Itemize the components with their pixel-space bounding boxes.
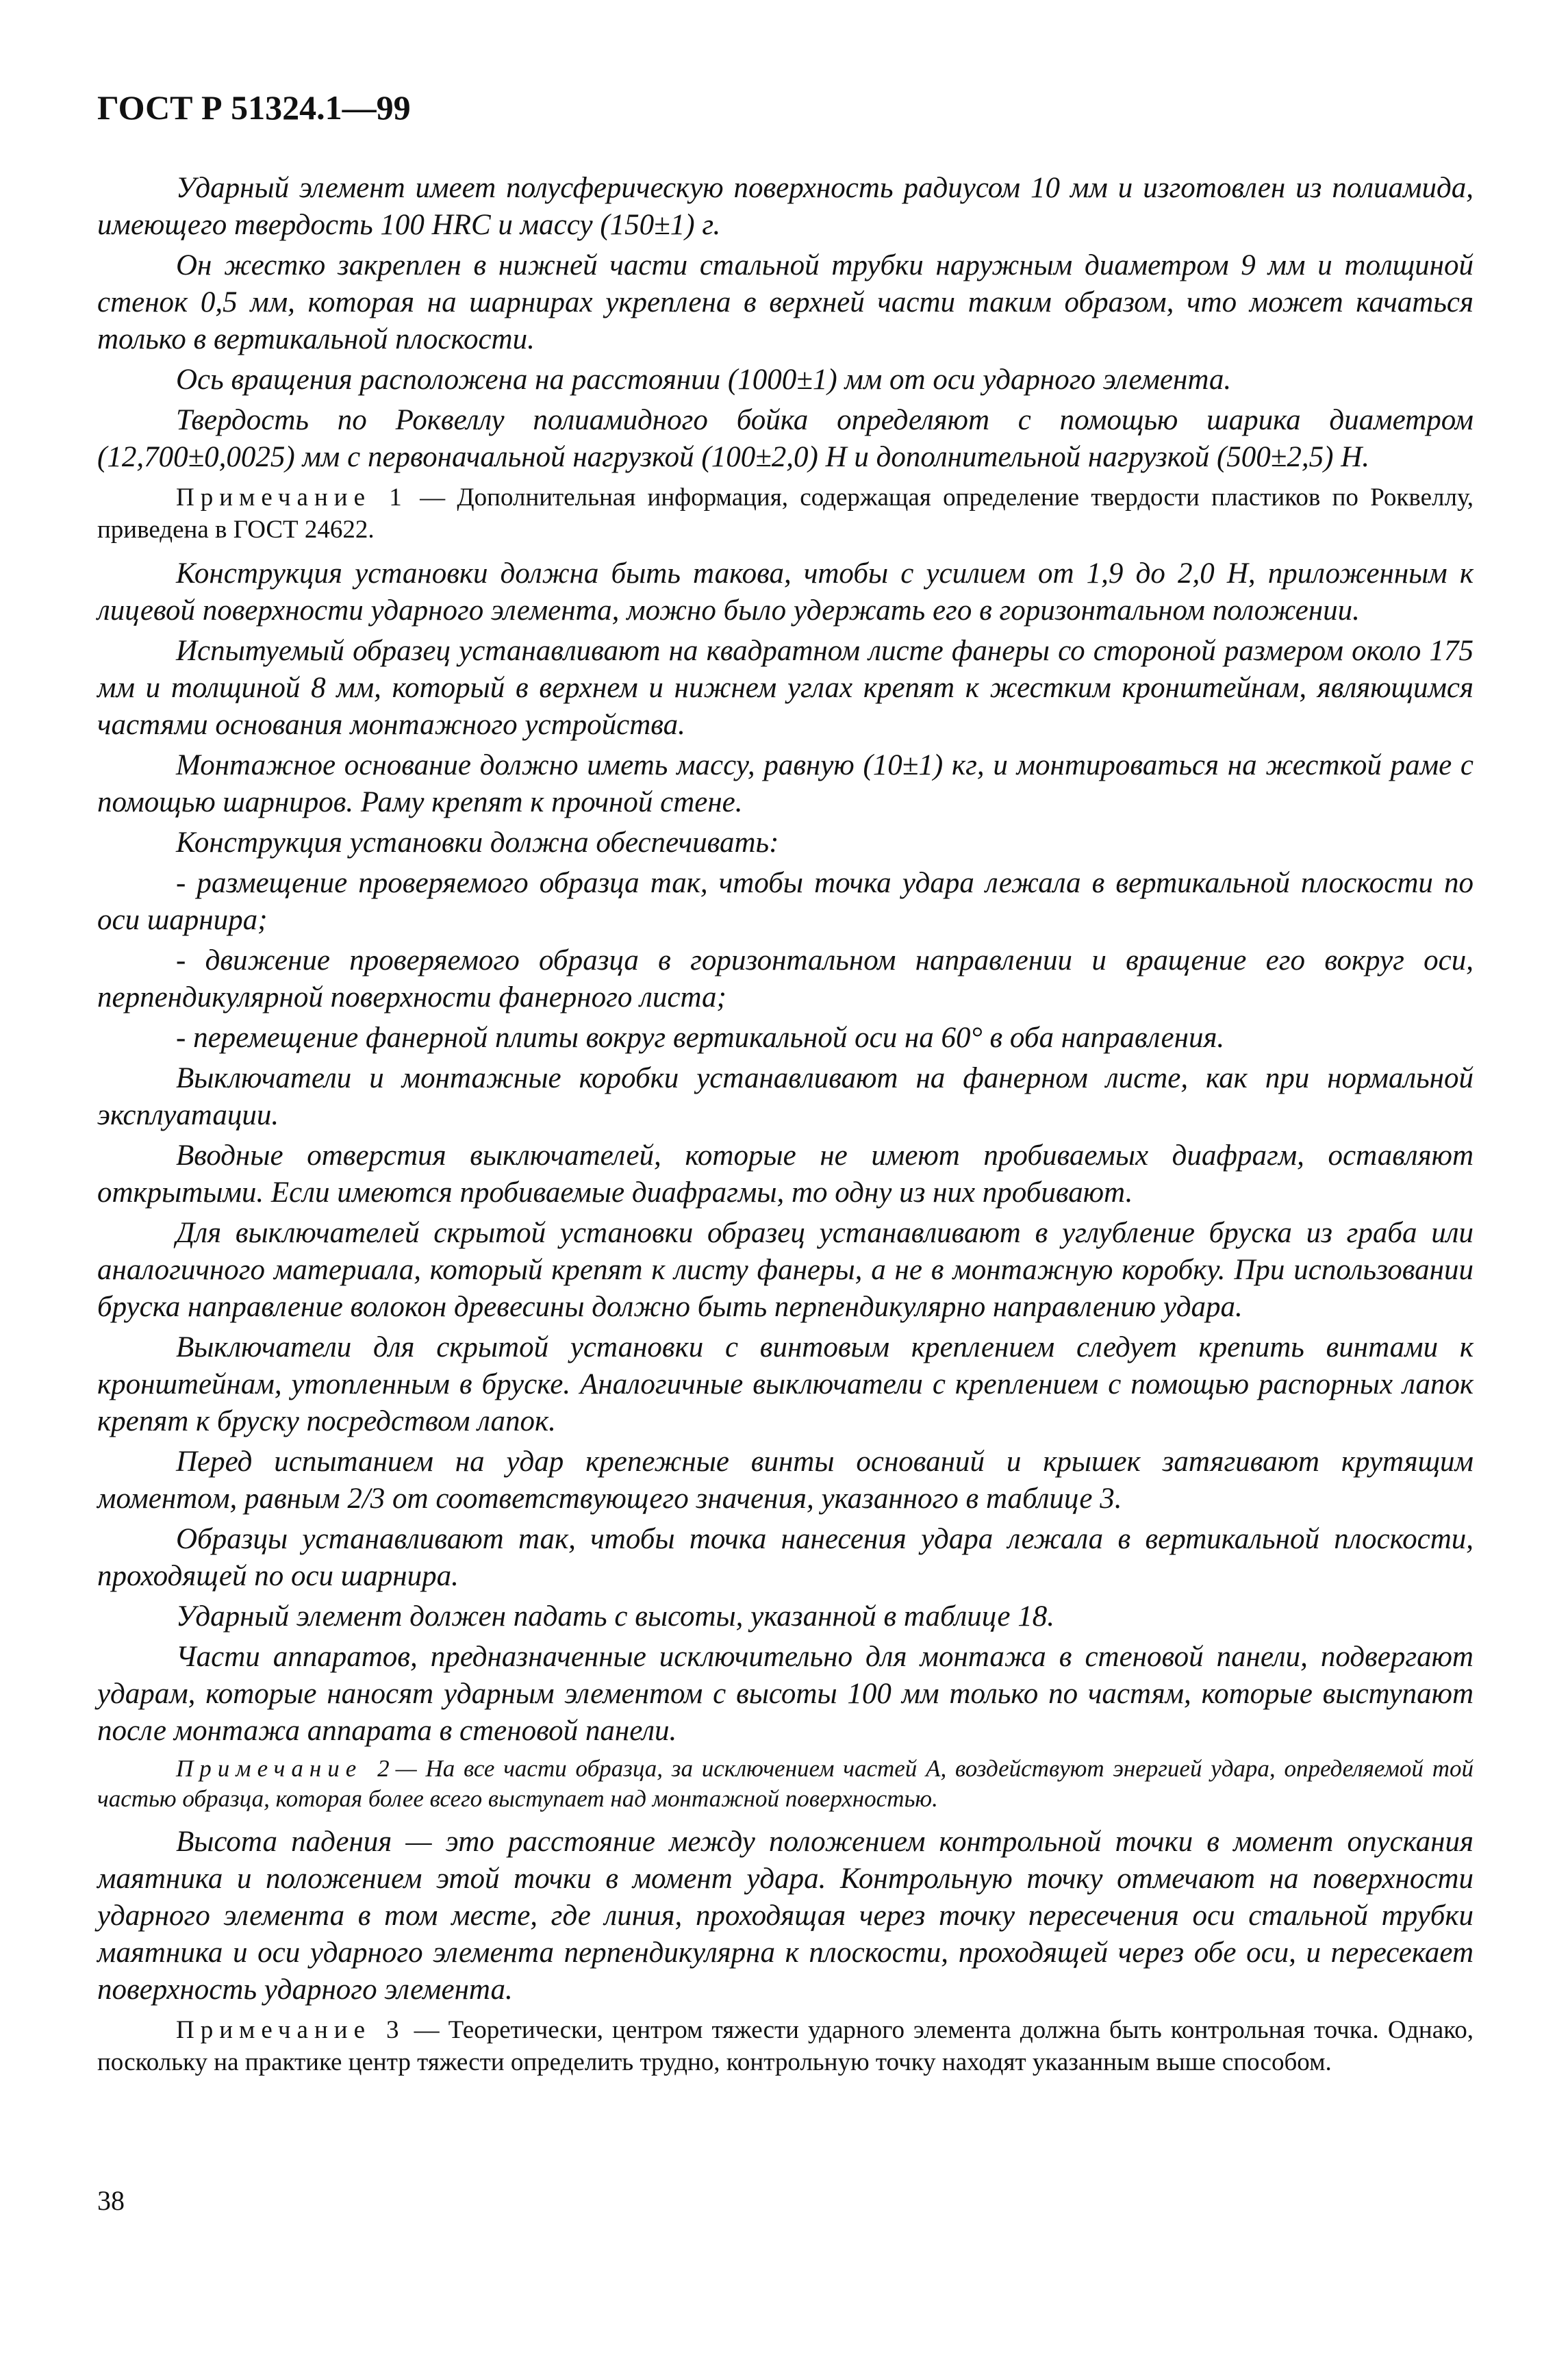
paragraph: Конструкция установки должна быть такова, чтобы с усилием от 1,9 до 2,0 Н, приложенным к лицевой поверхности ударного элемента, можно было удержать его в горизонтальном положении. [97, 557, 1474, 627]
document-body [97, 170, 1474, 2088]
paragraph: Перед испытанием на удар крепежные винты оснований и крышек затягивают крутящим моментом, равным 2/3 от соответствующего значения, указанного в таблице 3. [97, 1446, 1474, 1515]
paragraph: Он жестко закреплен в нижней части стальной трубки наружным диаметром 9 мм и толщиной стенок 0,5 мм, которая на шарнирах укреплена в верхней части таким образом, что может качаться только в вертикальной плоскости. [97, 249, 1474, 355]
paragraph: Испытуемый образец устанавливают на квадратном листе фанеры со стороной размером около 175 мм и толщиной 8 мм, который в верхнем и нижнем углах крепят к жестким кронштейнам, являющимся частями основания монтажного устройства. [97, 635, 1474, 741]
note-text: — На все части образца, за исключением частей А, воздействуют энергией удара, определяемой той частью образца, которая более всего выступает над монтажной поверхностью. [97, 1755, 1474, 1812]
paragraph: Вводные отверстия выключателей, которые не имеют пробиваемых диафрагм, оставляют открытыми. Если имеются пробиваемые диафрагмы, то одну из них пробивают. [97, 1139, 1474, 1209]
note-label: Примечание 1 [176, 483, 408, 512]
list-item: - размещение проверяемого образца так, чтобы точка удара лежала в вертикальной плоскости по оси шарнира; [97, 867, 1474, 936]
note-2 [97, 1754, 1474, 1814]
note-3 [97, 2014, 1474, 2078]
paragraph: Для выключателей скрытой установки образец устанавливают в углубление бруска из граба или аналогичного материала, который крепят к листу фанеры, а не в монтажную коробку. При использовании бруска направление волокон древесины должно быть перпендикулярно направлению удара. [97, 1217, 1474, 1323]
list-item: - перемещение фанерной плиты вокруг вертикальной оси на 60° в оба направления. [176, 1022, 1225, 1054]
paragraph: Ось вращения расположена на расстоянии (1000±1) мм от оси ударного элемента. [176, 364, 1232, 396]
paragraph: Ударный элемент имеет полусферическую поверхность радиусом 10 мм и изготовлен из полиамида, имеющего твердость 100 HRC и массу (150±1) г. [97, 172, 1474, 241]
standard-header: ГОСТ Р 51324.1—99 [97, 88, 411, 127]
note-1 [97, 481, 1474, 546]
paragraph: Выключатели и монтажные коробки устанавливают на фанерном листе, как при нормальной эксплуатации. [97, 1062, 1474, 1131]
paragraph: Твердость по Роквеллу полиамидного бойка определяют с помощью шарика диаметром (12,700±0,0025) мм с первоначальной нагрузкой (100±2,0) Н и дополнительной нагрузкой (500±2,5) Н. [97, 404, 1474, 473]
paragraph: Выключатели для скрытой установки с винтовым креплением следует крепить винтами к кронштейнам, утопленным в бруске. Аналогичные выключатели с креплением с помощью распорных лапок крепят к бруску посредством лапок. [97, 1331, 1474, 1437]
paragraph: Монтажное основание должно иметь массу, равную (10±1) кг, и монтироваться на жесткой раме с помощью шарниров. Раму крепят к прочной стене. [97, 749, 1474, 818]
paragraph: Конструкция установки должна обеспечивать: [176, 827, 779, 859]
note-text: — Дополнительная информация, содержащая определение твердости пластиков по Роквеллу, приведена в ГОСТ 24622. [97, 483, 1474, 544]
page-number: 38 [97, 2185, 125, 2216]
list-item: - движение проверяемого образца в горизонтальном направлении и вращение его вокруг оси, перпендикулярной поверхности фанерного листа; [97, 944, 1474, 1013]
paragraph: Части аппаратов, предназначенные исключительно для монтажа в стеновой панели, подвергают ударам, которые наносят ударным элементом с высоты 100 мм только по частям, которые выступают после монтажа аппарата в стеновой панели. [97, 1641, 1474, 1747]
note-label: Примечание 2 [176, 1755, 396, 1782]
paragraph: Ударный элемент должен падать с высоты, указанной в таблице 18. [176, 1600, 1054, 1633]
paragraph: Высота падения — это расстояние между положением контрольной точки в момент опускания маятника и положением этой точки в момент удара. Контрольную точку отмечают на поверхности ударного элемента в том месте, где линия, проходящая через точку пересечения оси стальной трубки маятника и оси ударного элемента перпендикулярна к плоскости, проходящей через обе оси, и пересекает поверхность ударного элемента. [97, 1826, 1474, 2006]
paragraph: Образцы устанавливают так, чтобы точка нанесения удара лежала в вертикальной плоскости, проходящей по оси шарнира. [97, 1523, 1474, 1592]
note-text: — Теоретически, центром тяжести ударного элемента должна быть контрольная точка. Однако, поскольку на практике центр тяжести определить трудно, контрольную точку находят указанным выше способом. [97, 2016, 1474, 2076]
note-label: Примечание 3 [176, 2016, 405, 2044]
